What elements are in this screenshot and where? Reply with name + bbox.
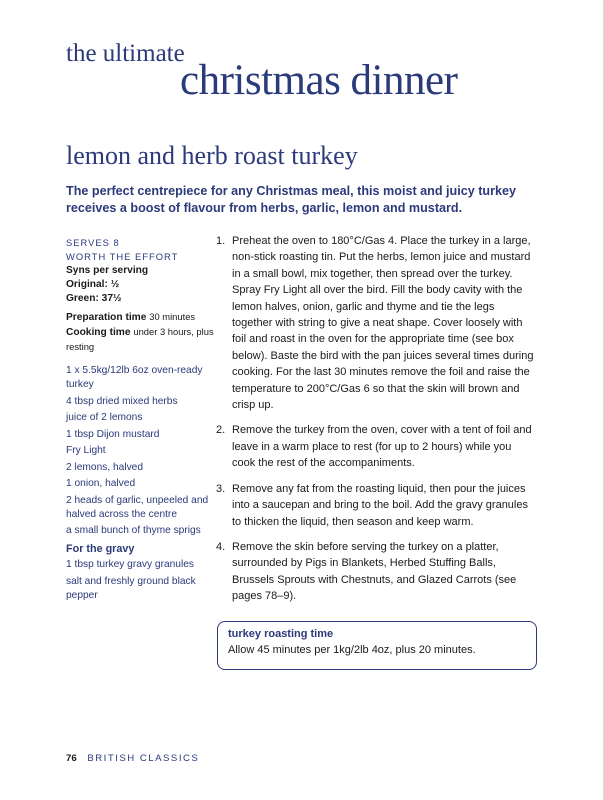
ingredient-item: 1 tbsp Dijon mustard bbox=[66, 428, 160, 440]
roasting-time-text: Allow 45 minutes per 1kg/2lb 4oz, plus 20 minutes. bbox=[228, 644, 476, 656]
cook-time-label: Cooking time bbox=[66, 327, 131, 338]
method-step bbox=[216, 481, 536, 530]
ingredient-item: Fry Light bbox=[66, 445, 106, 456]
recipe-intro: The perfect centrepiece for any Christmas meal, this moist and juicy turkey receives a boost of flavour from herbs, garlic, lemon and mustard. bbox=[66, 184, 517, 215]
step-text: Preheat the oven to 180°C/Gas 4. Place the turkey in a large, non-stick roasting tin. Put the herbs, lemon juice and mustard in a small bowl, mix together, then spread over the turkey. Spray Fry Light all over the bird. Fill the body cavity with the lemon halves, onion, garlic and thyme and tie the legs together with string to give a neat shape. Cover loosely with foil and roast in the oven for the appropriate time (see box below). Baste the bird with the pan juices several times during cooking. For the last 30 minutes remove the foil and raise the temperature to 200°C/Gas 6 so that the skin will brown and crisp up. bbox=[232, 235, 534, 412]
cook-time-value: under 3 hours, plus resting bbox=[66, 326, 214, 352]
gravy-item: salt and freshly ground black pepper bbox=[66, 575, 196, 601]
method-step bbox=[216, 422, 536, 471]
ingredient-item: 4 tbsp dried mixed herbs bbox=[66, 395, 178, 407]
roasting-time-title: turkey roasting time bbox=[228, 628, 334, 640]
method-steps bbox=[216, 233, 536, 614]
step-text: Remove any fat from the roasting liquid, then pour the juices into a saucepan and bring to the boil. Add the gravy granules to thicken the liquid, then season and keep warm. bbox=[232, 482, 528, 528]
ingredient-list bbox=[66, 364, 216, 538]
ingredient-item: 2 lemons, halved bbox=[66, 461, 144, 473]
effort-label: WORTH THE EFFORT bbox=[66, 251, 179, 262]
header-title: christmas dinner bbox=[180, 57, 458, 104]
gravy-heading: For the gravy bbox=[66, 543, 135, 555]
ingredient-item: 2 heads of garlic, unpeeled and halved across the centre bbox=[66, 494, 209, 520]
ingredient-item: 1 x 5.5kg/12lb 6oz oven-ready turkey bbox=[66, 365, 203, 390]
cook-time bbox=[66, 325, 216, 355]
step-text: Remove the skin before serving the turkey on a platter, surrounded by Pigs in Blankets, Herbed Stuffing Balls, Brussels Sprouts with Chestnuts, and Glazed Carrots (see pages 78–9). bbox=[232, 540, 517, 603]
step-number: 4. bbox=[216, 540, 226, 553]
page-number: 76 bbox=[66, 753, 77, 764]
syns-original: Original: ½ bbox=[66, 279, 120, 290]
ingredient-item: a small bunch of thyme sprigs bbox=[66, 525, 201, 536]
recipe-title: lemon and herb roast turkey bbox=[66, 141, 358, 170]
method-step bbox=[216, 539, 536, 605]
section-name: BRITISH CLASSICS bbox=[87, 753, 200, 764]
syns-green: Green: 37½ bbox=[66, 293, 122, 304]
step-number: 2. bbox=[216, 424, 226, 437]
ingredient-item: 1 onion, halved bbox=[66, 478, 136, 489]
step-number: 1. bbox=[216, 235, 226, 247]
serves-label: SERVES 8 bbox=[66, 237, 120, 248]
ingredient-item: juice of 2 lemons bbox=[66, 412, 143, 423]
step-number: 3. bbox=[216, 482, 226, 495]
prep-time-value: 30 minutes bbox=[149, 311, 196, 322]
gravy-item: 1 tbsp turkey gravy granules bbox=[66, 559, 194, 570]
roasting-time-box bbox=[217, 621, 537, 670]
page-footer bbox=[66, 753, 199, 764]
method-step bbox=[216, 233, 536, 413]
header-subtitle: the ultimate bbox=[66, 40, 185, 67]
step-text: Remove the turkey from the oven, cover with a tent of foil and leave in a warm place to rest (for up to 2 hours) while you cook the rest of the accompaniments. bbox=[232, 424, 532, 470]
syns-label: Syns per serving bbox=[66, 265, 149, 276]
prep-time-label: Preparation time bbox=[66, 312, 147, 323]
prep-time bbox=[66, 310, 216, 325]
recipe-info-column bbox=[66, 236, 216, 605]
